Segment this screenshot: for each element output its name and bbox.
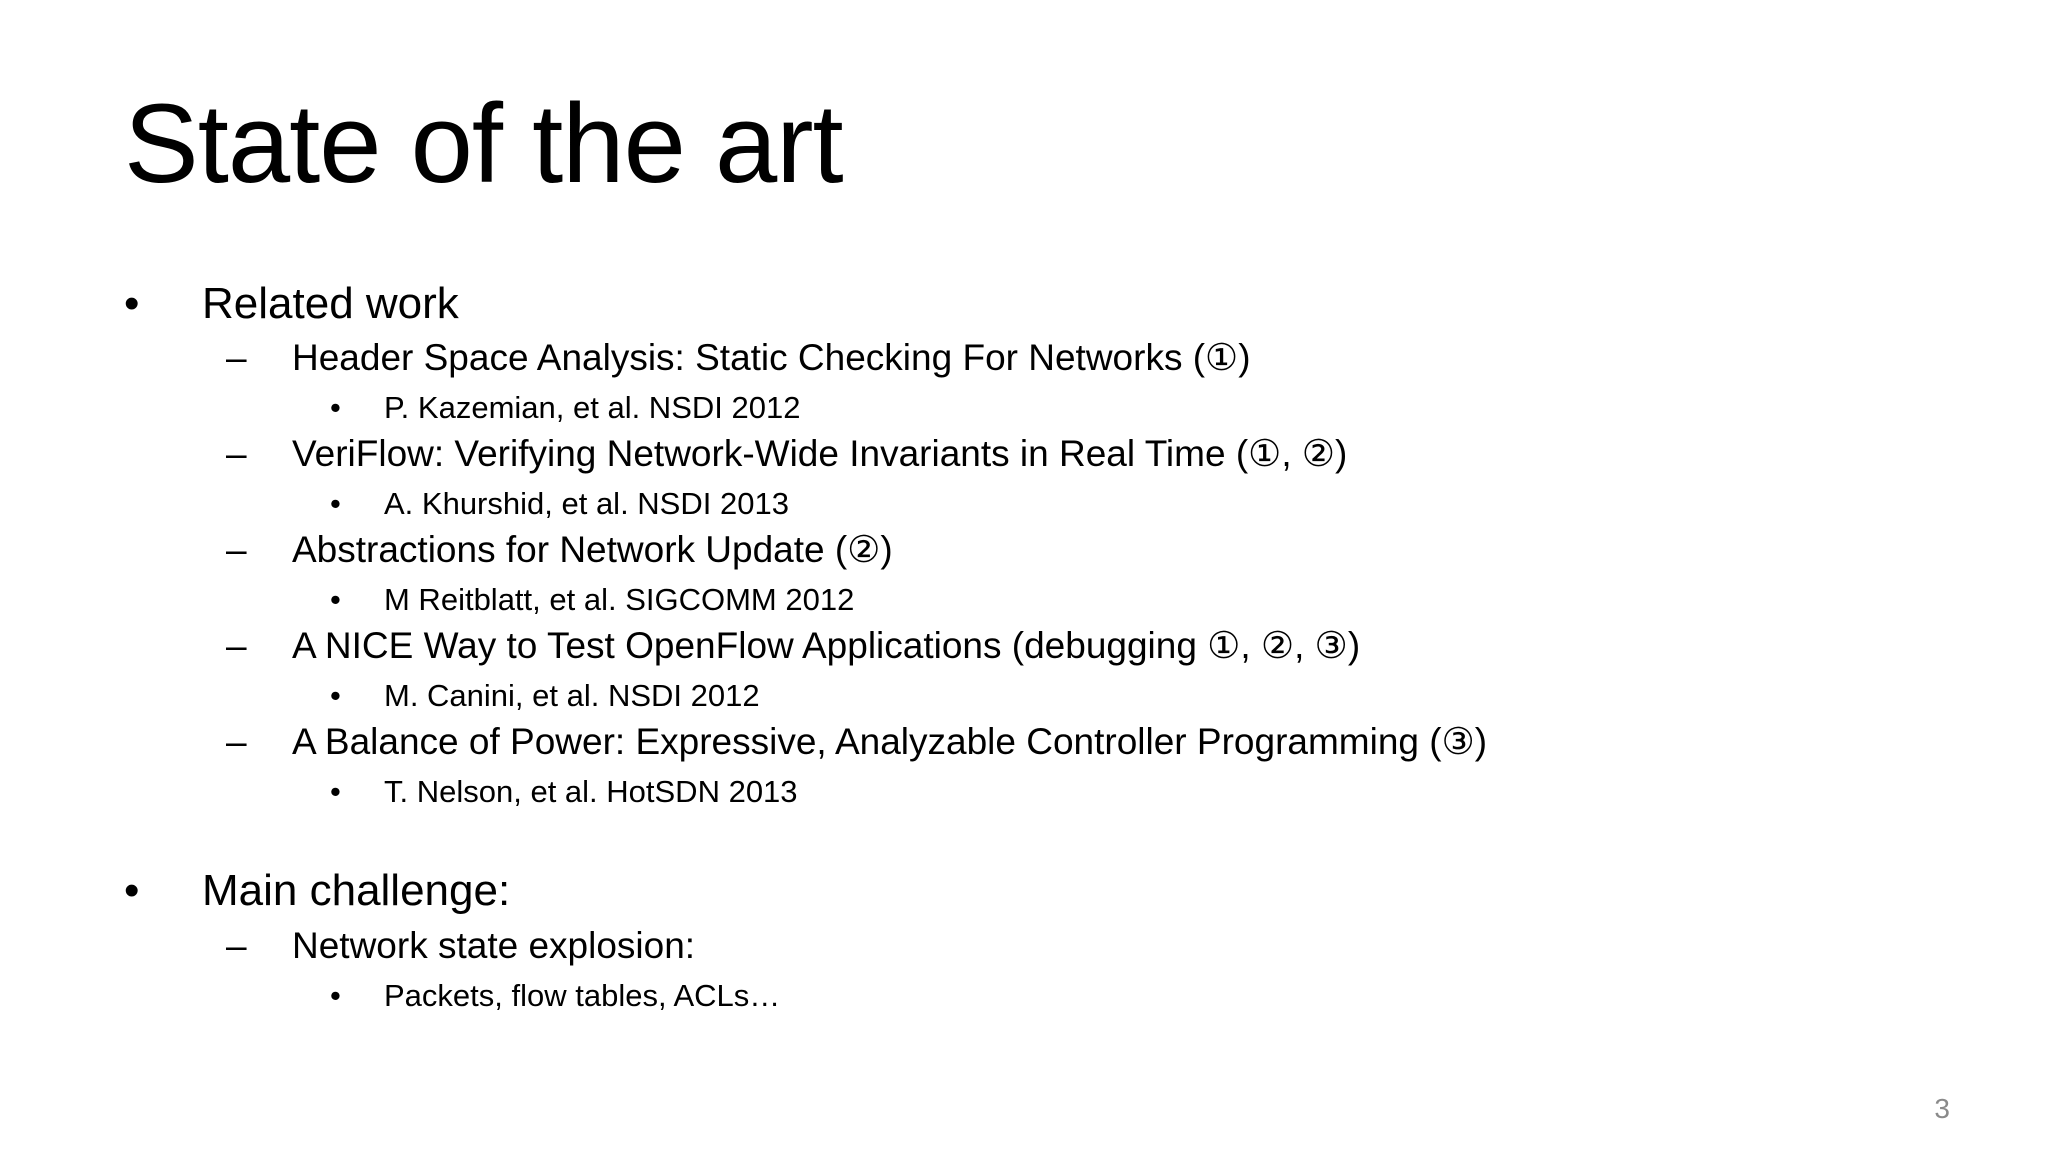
- citation-text: M Reitblatt, et al. SIGCOMM 2012: [384, 582, 855, 617]
- dash-marker: –: [226, 433, 247, 474]
- dash-marker: –: [226, 925, 247, 966]
- challenge-title: Network state explosion:: [292, 925, 696, 966]
- challenge-detail-text: Packets, flow tables, ACLs…: [384, 978, 781, 1013]
- bullet-marker: •: [124, 866, 140, 915]
- bullet-marker: •: [330, 678, 341, 713]
- citation-text: A. Khurshid, et al. NSDI 2013: [384, 486, 789, 521]
- reference-title: VeriFlow: Verifying Network-Wide Invariants in Real Time (①, ②): [292, 433, 1348, 474]
- bullet-marker: •: [330, 582, 341, 617]
- reference-title: A NICE Way to Test OpenFlow Applications (debugging ①, ②, ③): [292, 625, 1361, 666]
- slide-title: State of the art: [124, 81, 843, 206]
- citation-text: T. Nelson, et al. HotSDN 2013: [384, 774, 798, 809]
- section-label: Related work: [202, 279, 459, 328]
- citation-text: M. Canini, et al. NSDI 2012: [384, 678, 760, 713]
- reference-title: A Balance of Power: Expressive, Analyzable Controller Programming (③): [292, 721, 1488, 762]
- bullet-marker: •: [124, 279, 140, 328]
- dash-marker: –: [226, 529, 247, 570]
- reference-title: Abstractions for Network Update (②): [292, 529, 893, 570]
- dash-marker: –: [226, 721, 247, 762]
- reference-title: Header Space Analysis: Static Checking For Networks (①): [292, 337, 1251, 378]
- bullet-marker: •: [330, 390, 341, 425]
- dash-marker: –: [226, 625, 247, 666]
- bullet-marker: •: [330, 774, 341, 809]
- section-label: Main challenge:: [202, 866, 511, 915]
- bullet-marker: •: [330, 978, 341, 1013]
- dash-marker: –: [226, 337, 247, 378]
- citation-text: P. Kazemian, et al. NSDI 2012: [384, 390, 801, 425]
- bullet-marker: •: [330, 486, 341, 521]
- slide-number: 3: [1934, 1093, 1950, 1124]
